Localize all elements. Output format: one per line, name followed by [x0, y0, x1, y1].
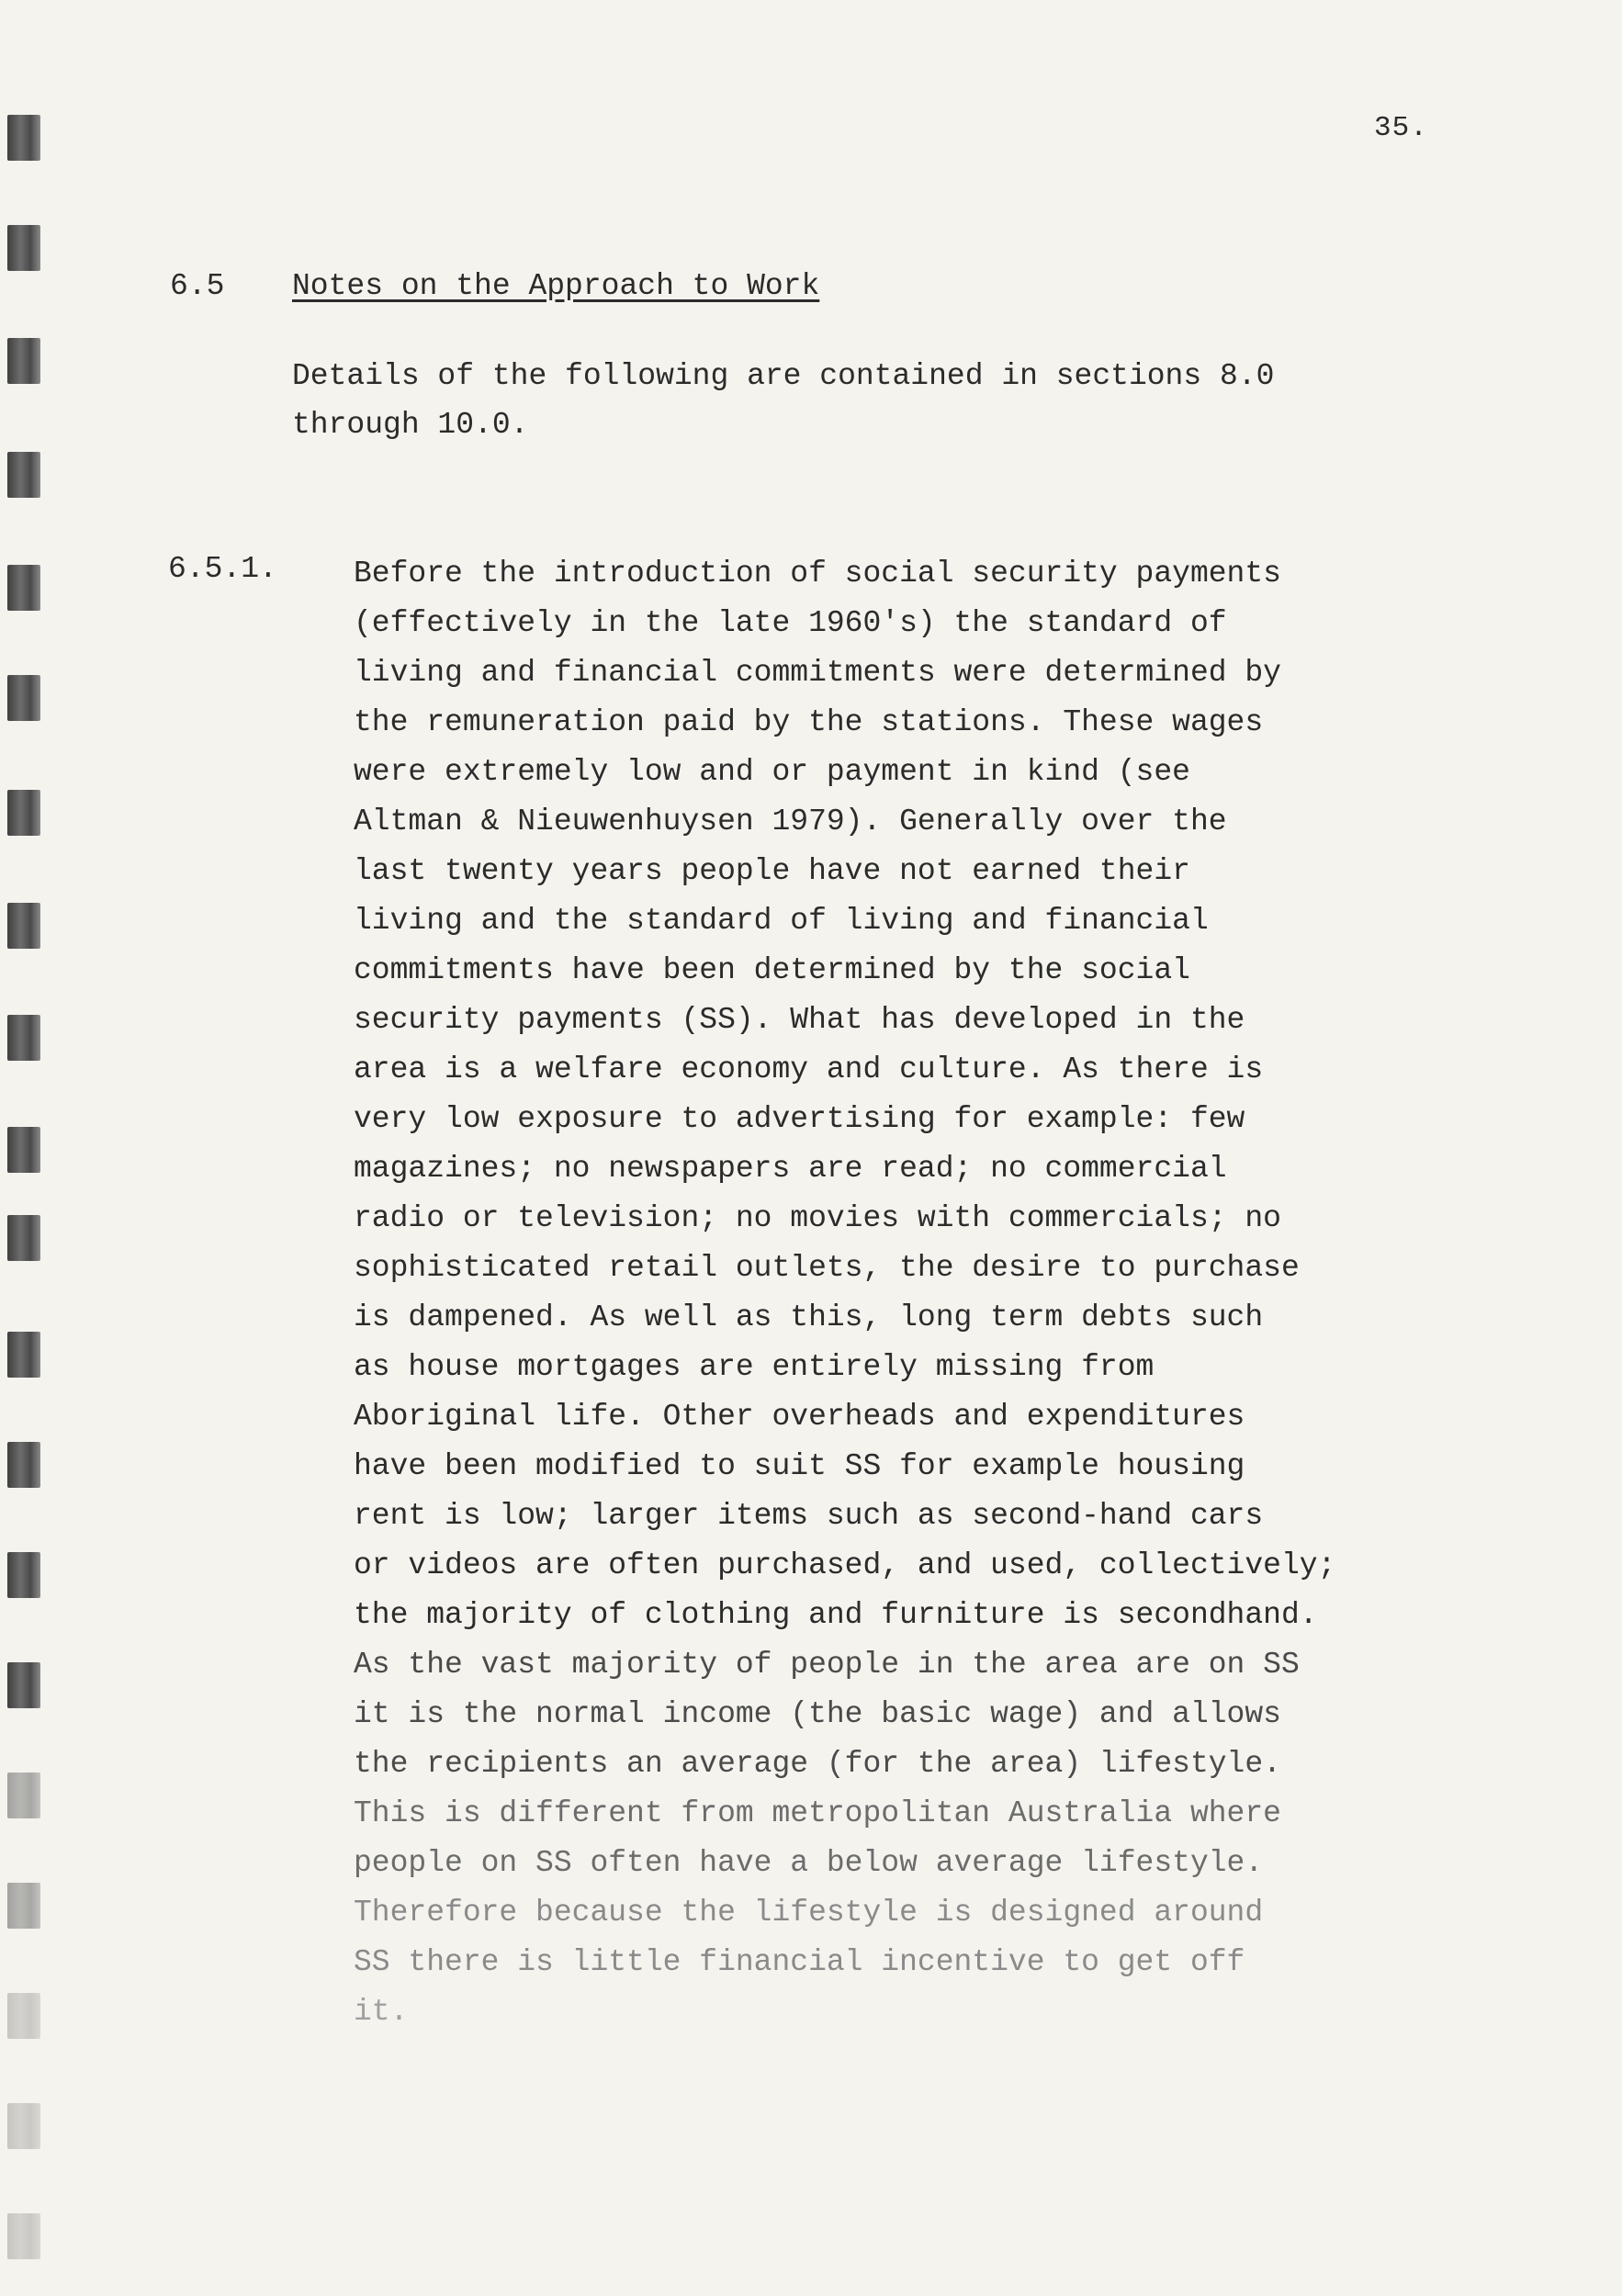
page-number: 35.	[1374, 112, 1428, 144]
paragraph-line: the remuneration paid by the stations. These wages	[354, 705, 1264, 739]
binding-hole	[7, 115, 40, 161]
paragraph-line: Therefore because the lifestyle is designed around	[354, 1896, 1264, 1930]
binding-hole	[7, 2103, 40, 2149]
binding-hole	[7, 1773, 40, 1818]
paragraph-line: commitments have been determined by the social	[354, 953, 1190, 987]
intro-line: through 10.0.	[292, 408, 529, 442]
paragraph-line: area is a welfare economy and culture. As there is	[354, 1052, 1264, 1086]
binding-hole	[7, 338, 40, 384]
binding-hole	[7, 1332, 40, 1378]
paragraph-line: As the vast majority of people in the area are on SS	[354, 1648, 1300, 1682]
binding-hole	[7, 1442, 40, 1488]
paragraph-line: were extremely low and or payment in kind (see	[354, 755, 1190, 789]
paragraph-line: people on SS often have a below average lifestyle.	[354, 1846, 1264, 1880]
binding-hole	[7, 452, 40, 498]
paragraph-line: security payments (SS). What has developed in the	[354, 1003, 1245, 1037]
binding-hole	[7, 675, 40, 721]
binding-hole	[7, 903, 40, 949]
binding-hole	[7, 790, 40, 836]
binding-hole	[7, 1552, 40, 1598]
paragraph-line: This is different from metropolitan Australia where	[354, 1796, 1281, 1830]
binding-hole	[7, 1883, 40, 1929]
section-title: Notes on the Approach to Work	[292, 269, 820, 303]
paragraph-line: it is the normal income (the basic wage) and allows	[354, 1697, 1281, 1731]
paragraph-line: have been modified to suit SS for example housing	[354, 1449, 1245, 1483]
paragraph-line: SS there is little financial incentive to get off	[354, 1945, 1245, 1979]
paragraph-line: (effectively in the late 1960's) the standard of	[354, 606, 1227, 640]
paragraph-line: rent is low; larger items such as second-hand cars	[354, 1499, 1264, 1533]
paragraph-line: sophisticated retail outlets, the desire to purchase	[354, 1251, 1300, 1285]
binding-hole	[7, 1015, 40, 1061]
binding-hole	[7, 225, 40, 271]
paragraph-line: it.	[354, 1995, 409, 2029]
paragraph-line: very low exposure to advertising for example: few	[354, 1102, 1245, 1136]
paragraph-line: the majority of clothing and furniture is secondhand.	[354, 1598, 1318, 1632]
binding-hole	[7, 2213, 40, 2259]
paragraph-line: Aboriginal life. Other overheads and expenditures	[354, 1400, 1245, 1434]
paragraph-line: Before the introduction of social security payments	[354, 557, 1281, 591]
paragraph-number: 6.5.1.	[168, 552, 277, 586]
paragraph-line: as house mortgages are entirely missing from	[354, 1350, 1155, 1384]
binding-holes	[7, 115, 48, 2264]
paragraph-line: living and the standard of living and financial	[354, 904, 1209, 938]
paragraph-line: is dampened. As well as this, long term debts such	[354, 1300, 1264, 1334]
paragraph-line: magazines; no newspapers are read; no commercial	[354, 1152, 1227, 1186]
binding-hole	[7, 1993, 40, 2039]
binding-hole	[7, 1662, 40, 1708]
paragraph-line: last twenty years people have not earned their	[354, 854, 1190, 888]
binding-hole	[7, 565, 40, 611]
intro-line: Details of the following are contained in sections 8.0	[292, 359, 1275, 393]
section-intro	[292, 352, 1440, 449]
paragraph-line: or videos are often purchased, and used, collectively;	[354, 1548, 1336, 1582]
binding-hole	[7, 1215, 40, 1261]
paragraph-line: living and financial commitments were determined by	[354, 656, 1281, 690]
paragraph-body	[354, 549, 1566, 2037]
paragraph-line: radio or television; no movies with commercials; no	[354, 1201, 1281, 1235]
paragraph-line: the recipients an average (for the area) lifestyle.	[354, 1747, 1281, 1781]
paragraph-line: Altman & Nieuwenhuysen 1979). Generally over the	[354, 805, 1227, 838]
binding-hole	[7, 1127, 40, 1173]
section-number: 6.5	[170, 269, 225, 303]
